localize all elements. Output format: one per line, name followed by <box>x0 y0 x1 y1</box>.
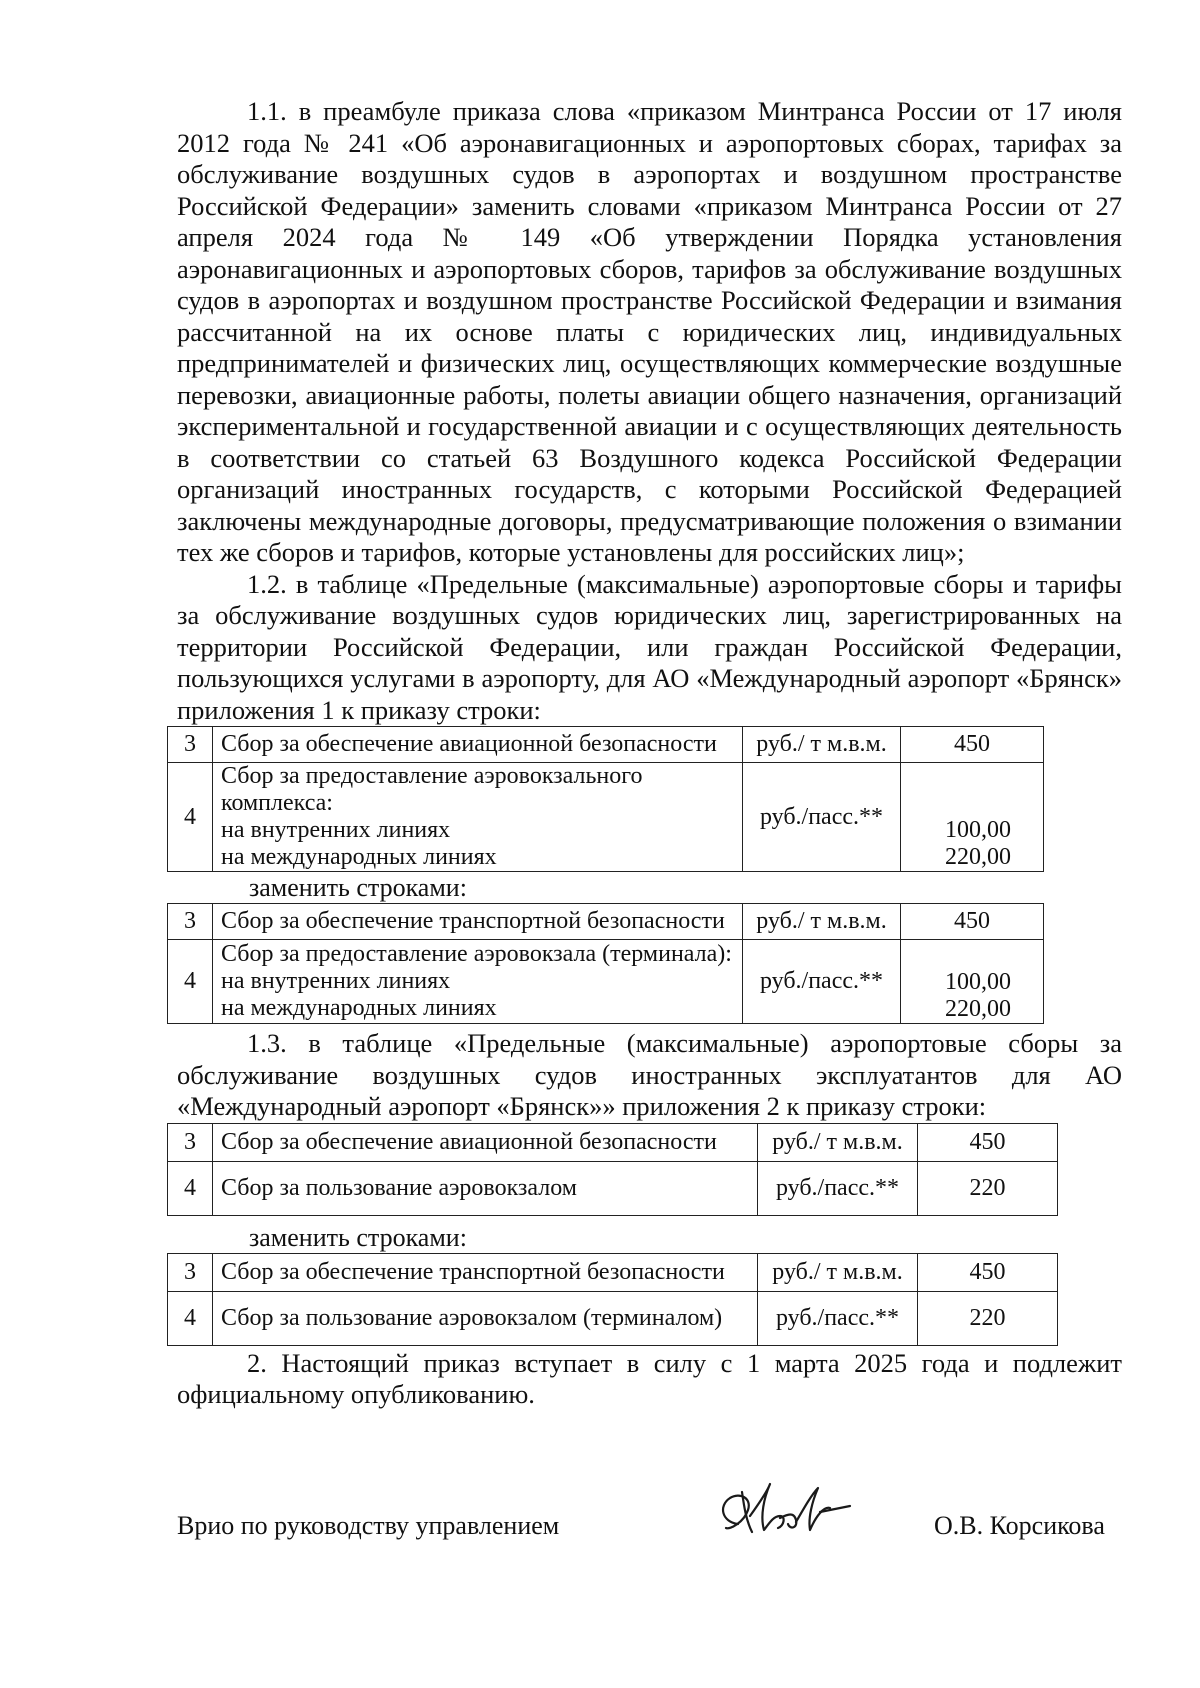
table-2-new-rows <box>167 1253 1058 1346</box>
table-1-old-rows <box>167 726 1044 872</box>
fee-unit: руб./пасс.** <box>743 940 901 1024</box>
paragraph-1-2: 1.2. в таблице «Предельные (максимальные) аэропортовые сборы и тарифы за обслуживание воздушных судов юридических лиц, зарегистрированных на территории Российской Федерации, или граждан Российской Федерации, пользующихся услугами в аэропорту, для АО «Международный аэропорт «Брянск» приложения 1 к приказу строки: <box>177 568 1122 725</box>
fee-value <box>901 763 1044 872</box>
table-row <box>168 1123 1058 1161</box>
fee-value: 220 <box>918 1291 1058 1345</box>
paragraph-1-3: 1.3. в таблице «Предельные (максимальные) аэропортовые сборы за обслуживание воздушных судов иностранных эксплуатантов для АО «Международный аэропорт «Брянск»» приложения 2 к приказу строки: <box>177 1028 1122 1121</box>
fee-value-line: 220,00 <box>945 844 1011 870</box>
fee-value-line: 220,00 <box>945 996 1011 1022</box>
table-row <box>168 727 1044 763</box>
row-number: 4 <box>168 1161 213 1215</box>
fee-unit: руб./пасс.** <box>743 763 901 872</box>
table-row <box>168 1161 1058 1215</box>
table-2-old-rows <box>167 1123 1058 1216</box>
fee-name <box>213 904 743 940</box>
fee-name-line: Сбор за предоставление аэровокзала (терминала): <box>221 941 732 967</box>
fee-value: 220 <box>918 1161 1058 1215</box>
fee-name <box>213 940 743 1024</box>
fee-name-line: Сбор за предоставление аэровокзального комплекса: <box>221 763 643 816</box>
fee-name-line: на международных линиях <box>221 844 497 870</box>
signatory-position: Врио по руководству управлением <box>177 1511 560 1540</box>
fee-value-line: 100,00 <box>945 969 1011 995</box>
fee-unit: руб./ т м.в.м. <box>743 904 901 940</box>
signatory-name: О.В. Корсикова <box>934 1511 1105 1540</box>
table-row <box>168 904 1044 940</box>
table-1-new-rows <box>167 903 1044 1024</box>
row-number: 3 <box>168 904 213 940</box>
row-number: 4 <box>168 763 213 872</box>
document-body <box>177 96 1122 1411</box>
row-number: 3 <box>168 1253 213 1291</box>
paragraph-1-1: 1.1. в преамбуле приказа слова «приказом Минтранса России от 17 июля 2012 года № 241 «Об аэронавигационных и аэропортовых сборах, тарифах за обслуживание воздушных судов в аэропортах и воздушном пространстве Российской Федерации» заменить словами «приказом Минтранса России от 27 апреля 2024 года № 149 «Об утверждении Порядка установления аэронавигационных и аэропортовых сборов, тарифов за обслуживание воздушных судов в аэропортах и воздушном пространстве Российской Федерации и взимания рассчитанной на их основе платы с юридических лиц, индивидуальных предпринимателей и физических лиц, осуществляющих коммерческие воздушные перевозки, авиационные работы, полеты авиации общего назначения, организаций экспериментальной и государственной авиации и с осуществляющих деятельность в соответствии со статьей 63 Воздушного кодекса Российской Федерации организаций иностранных государств, с которыми Российской Федерацией заключены международные договоры, предусматривающие положения о взимании тех же сборов и тарифов, которые установлены для российских лиц»; <box>177 96 1122 567</box>
fee-name: Сбор за обеспечение авиационной безопасности <box>213 1123 758 1161</box>
row-number: 3 <box>168 1123 213 1161</box>
fee-value <box>901 940 1044 1024</box>
fee-unit: руб./пасс.** <box>758 1161 918 1215</box>
fee-name-line: на внутренних линиях <box>221 817 451 843</box>
paragraph-2: 2. Настоящий приказ вступает в силу с 1 марта 2025 года и подлежит официальному опубликованию. <box>177 1347 1122 1409</box>
fee-name-line: на внутренних линиях <box>221 968 451 994</box>
fee-name-line: Сбор за обеспечение транспортной безопасности <box>221 908 725 934</box>
fee-name-line: на международных линиях <box>221 995 497 1021</box>
fee-unit: руб./пасс.** <box>758 1291 918 1345</box>
fee-value: 450 <box>918 1123 1058 1161</box>
table-row <box>168 940 1044 1024</box>
replace-label-2: заменить строками: <box>249 1222 467 1252</box>
replace-label-1: заменить строками: <box>249 873 467 902</box>
fee-value-line: 100,00 <box>945 817 1011 843</box>
fee-value: 450 <box>901 904 1044 940</box>
fee-name: Сбор за обеспечение транспортной безопасности <box>213 1253 758 1291</box>
row-number: 3 <box>168 727 213 763</box>
table-row <box>168 1253 1058 1291</box>
fee-name-line: Сбор за обеспечение авиационной безопасности <box>221 731 717 757</box>
table-row <box>168 763 1044 872</box>
fee-name: Сбор за пользование аэровокзалом <box>213 1161 758 1215</box>
row-number: 4 <box>168 1291 213 1345</box>
handwritten-signature <box>708 1472 858 1552</box>
fee-name <box>213 763 743 872</box>
table-row <box>168 1291 1058 1345</box>
fee-unit: руб./ т м.в.м. <box>743 727 901 763</box>
fee-name <box>213 727 743 763</box>
fee-value: 450 <box>901 727 1044 763</box>
row-number: 4 <box>168 940 213 1024</box>
fee-unit: руб./ т м.в.м. <box>758 1253 918 1291</box>
fee-name: Сбор за пользование аэровокзалом (терминалом) <box>213 1291 758 1345</box>
fee-value: 450 <box>918 1253 1058 1291</box>
fee-unit: руб./ т м.в.м. <box>758 1123 918 1161</box>
